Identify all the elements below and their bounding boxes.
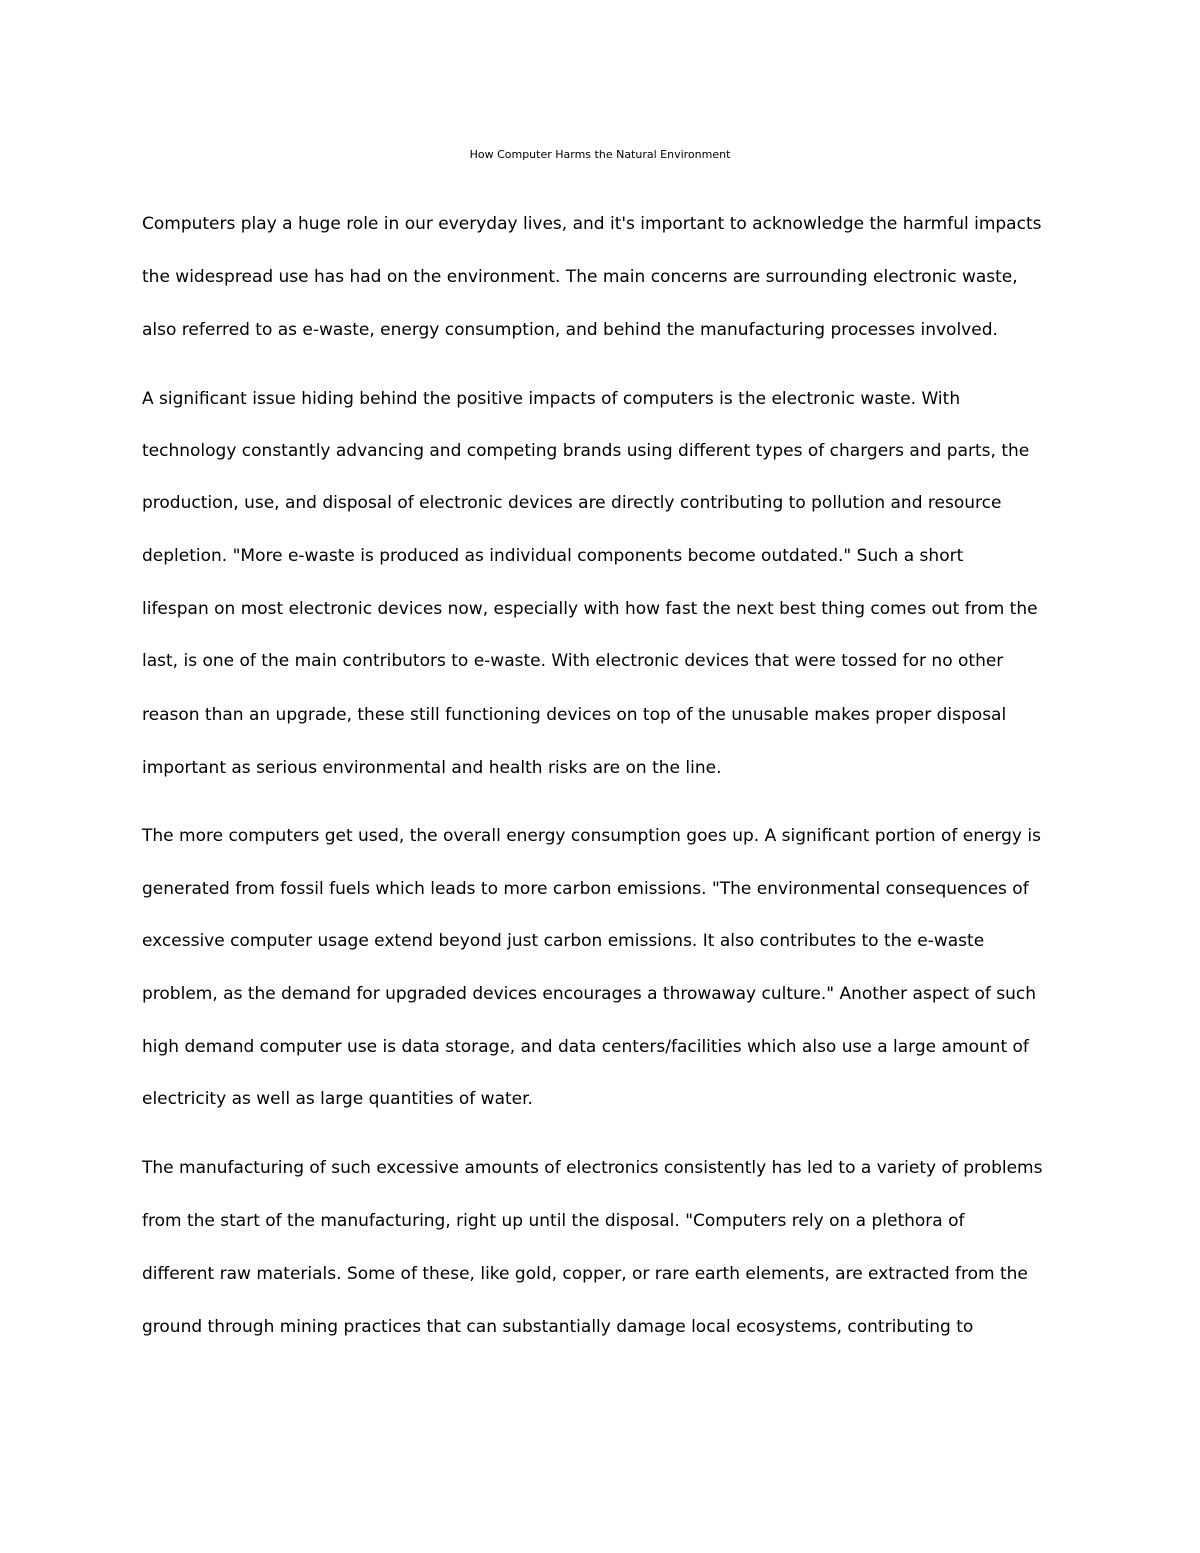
paragraph-1-line-1: Computers play a huge role in our everyday lives, and it's important to acknowledge the harmful impacts	[142, 214, 1042, 234]
paragraph-3-line-2: generated from fossil fuels which leads to more carbon emissions. "The environmental consequences of	[142, 879, 1029, 899]
paragraph-4-line-2: from the start of the manufacturing, right up until the disposal. "Computers rely on a plethora of	[142, 1211, 965, 1231]
paragraph-1-line-2: the widespread use has had on the environment. The main concerns are surrounding electronic waste,	[142, 267, 1018, 287]
paragraph-3-line-4: problem, as the demand for upgraded devices encourages a throwaway culture." Another aspect of such	[142, 984, 1037, 1004]
paragraph-2-line-8: important as serious environmental and health risks are on the line.	[142, 758, 722, 778]
paragraph-3-line-3: excessive computer usage extend beyond just carbon emissions. It also contributes to the e-waste	[142, 931, 985, 951]
document-title: How Computer Harms the Natural Environment	[469, 148, 731, 161]
paragraph-2-line-2: technology constantly advancing and competing brands using different types of chargers and parts, the	[142, 441, 1030, 461]
paragraph-2-line-1: A significant issue hiding behind the positive impacts of computers is the electronic waste. With	[142, 389, 961, 409]
paragraph-4-line-4: ground through mining practices that can substantially damage local ecosystems, contributing to	[142, 1317, 974, 1337]
paragraph-1-line-3: also referred to as e-waste, energy consumption, and behind the manufacturing processes involved.	[142, 320, 998, 340]
paragraph-4-line-1: The manufacturing of such excessive amounts of electronics consistently has led to a variety of problems	[142, 1158, 1043, 1178]
paragraph-3-line-1: The more computers get used, the overall energy consumption goes up. A significant portion of energy is	[142, 826, 1041, 846]
paragraph-3-line-6: electricity as well as large quantities of water.	[142, 1089, 533, 1109]
paragraph-4-line-3: different raw materials. Some of these, like gold, copper, or rare earth elements, are extracted from the	[142, 1264, 1028, 1284]
paragraph-3-line-5: high demand computer use is data storage, and data centers/facilities which also use a large amount of	[142, 1037, 1029, 1057]
paragraph-2-line-3: production, use, and disposal of electronic devices are directly contributing to pollution and resource	[142, 493, 1002, 513]
paragraph-2-line-5: lifespan on most electronic devices now, especially with how fast the next best thing comes out from the	[142, 599, 1038, 619]
paragraph-2-line-4: depletion. "More e-waste is produced as individual components become outdated." Such a short	[142, 546, 964, 566]
paragraph-2-line-6: last, is one of the main contributors to e-waste. With electronic devices that were tossed for no other	[142, 651, 1004, 671]
paragraph-2-line-7: reason than an upgrade, these still functioning devices on top of the unusable makes proper disposal	[142, 705, 1007, 725]
